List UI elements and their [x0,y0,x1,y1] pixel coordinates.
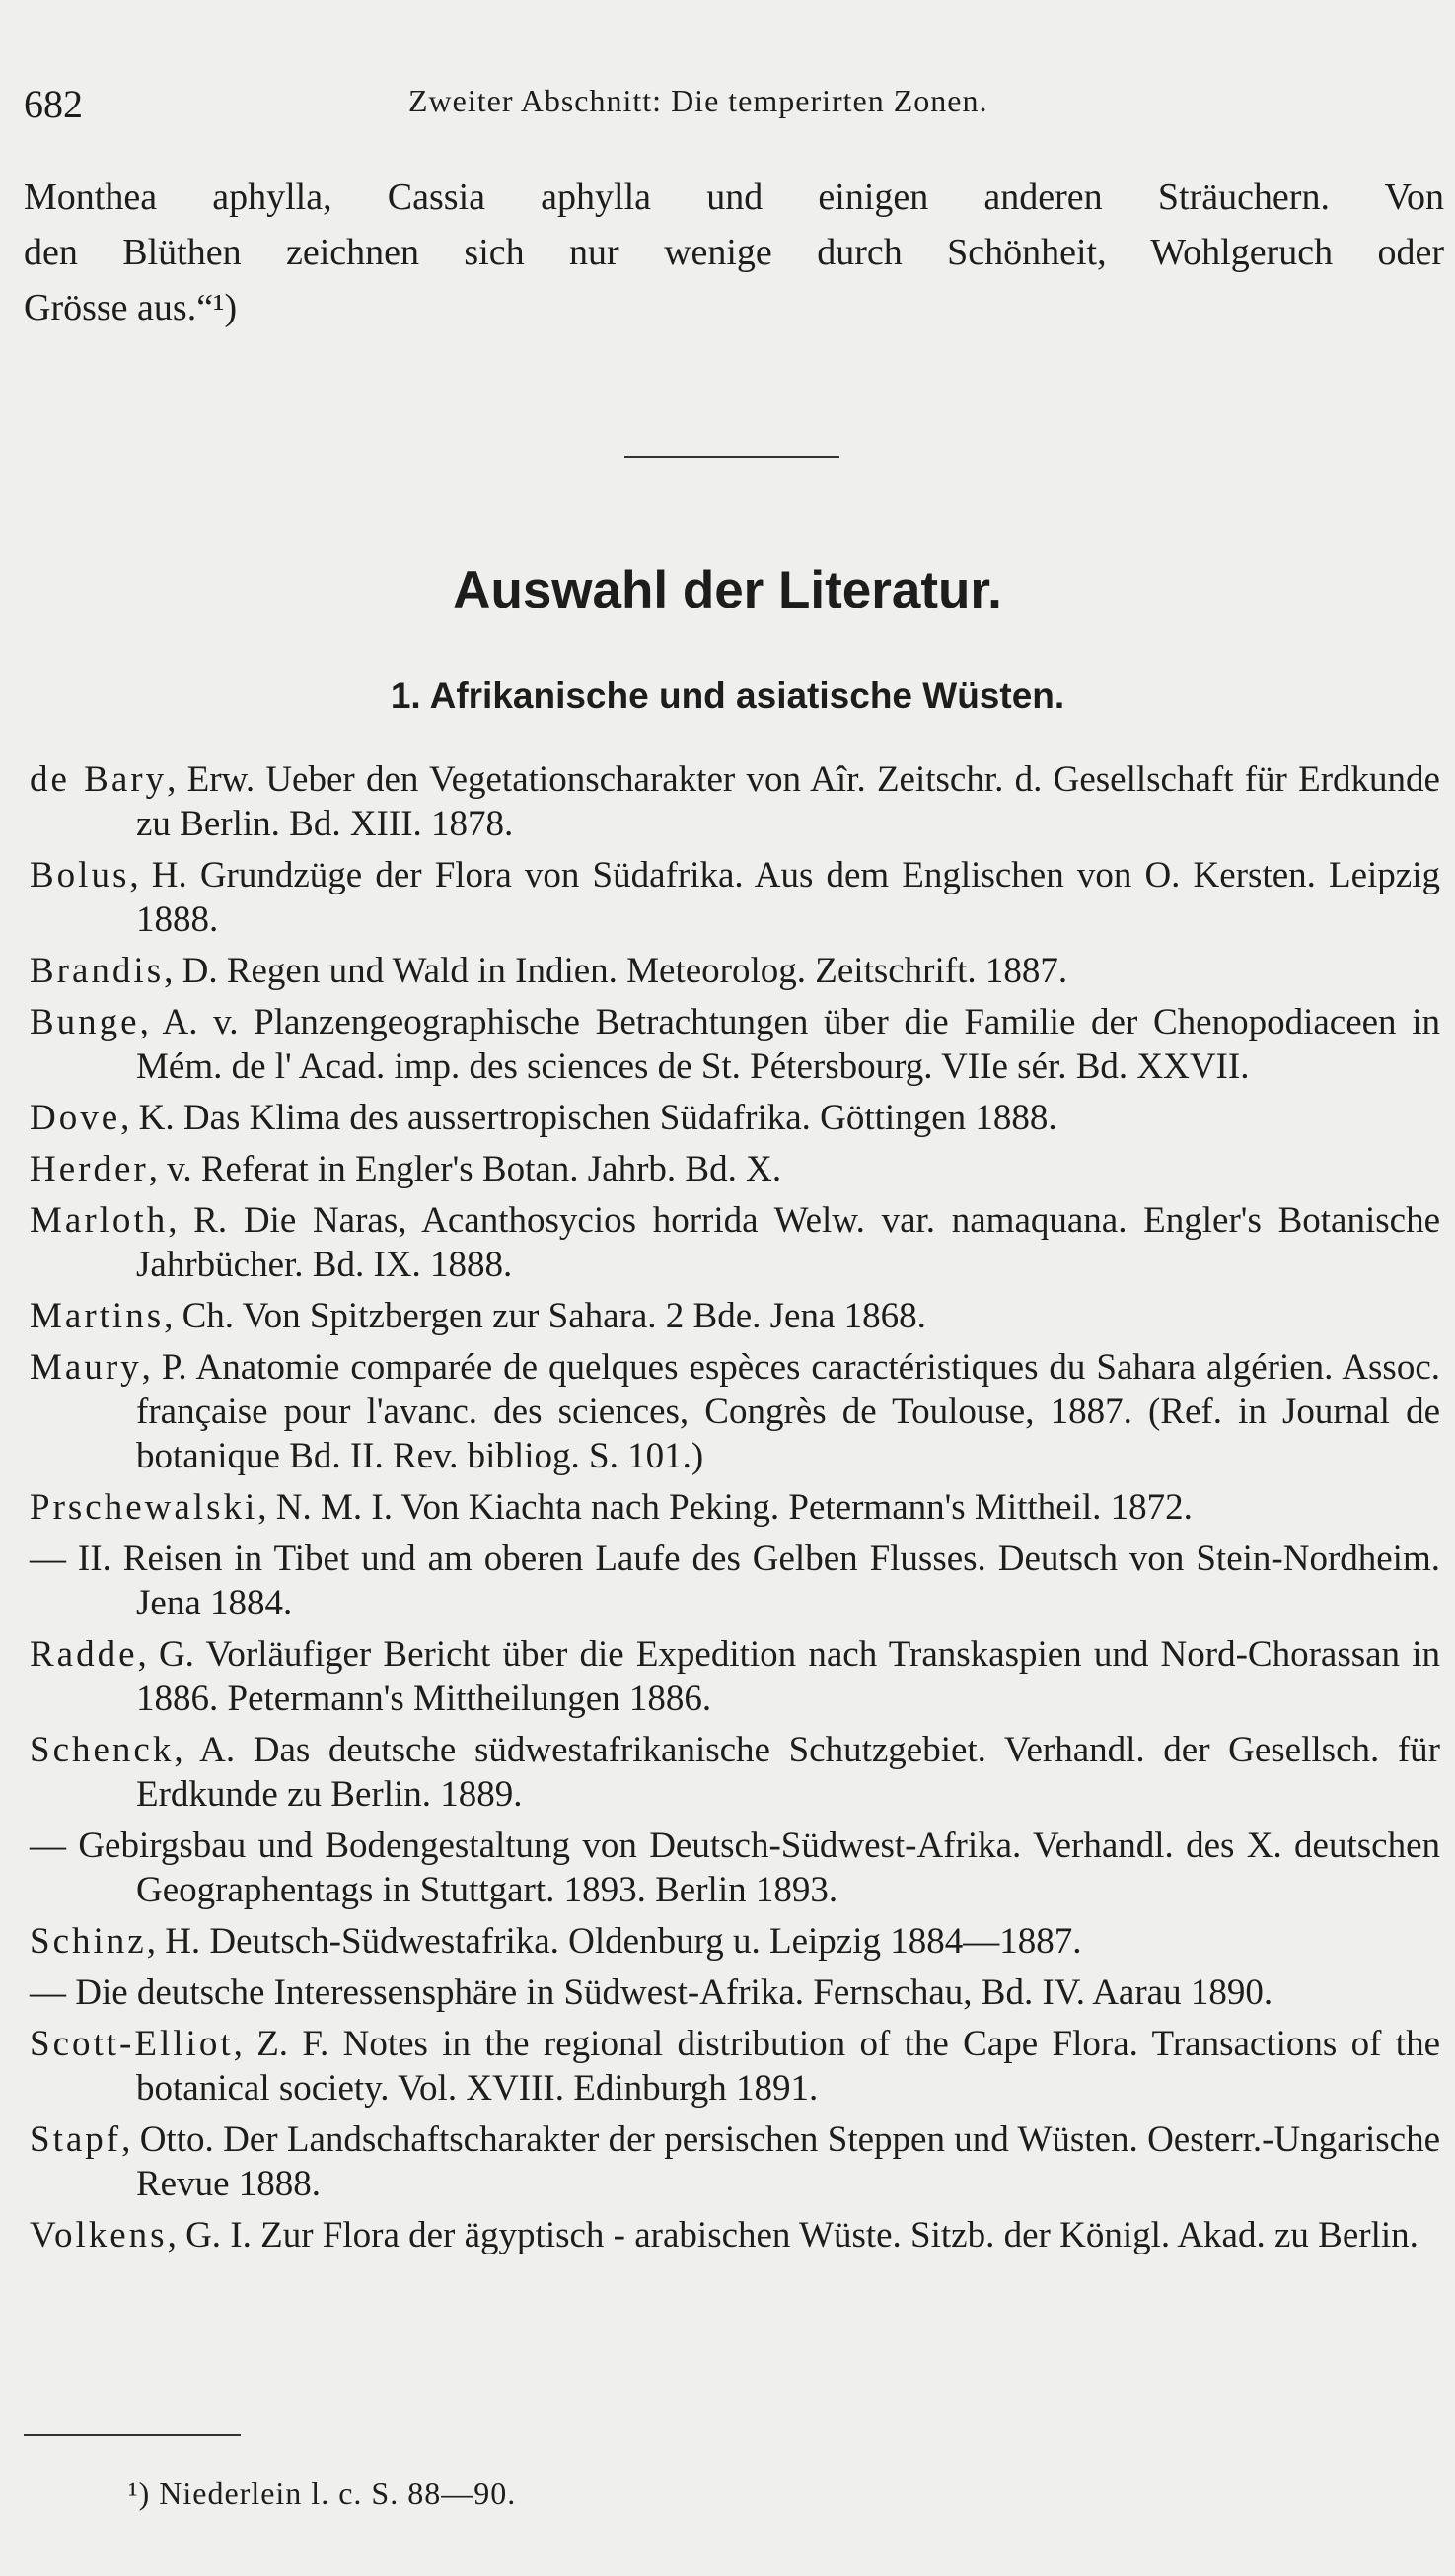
reference-list [30,757,1440,2264]
running-title: Zweiter Abschnitt: Die temperirten Zonen. [408,83,988,118]
subsection-title: 1. Afrikanische und asiatische Wüsten. [390,676,1065,716]
reference-entry [30,2213,1440,2257]
reference-author: Scott-Elliot [30,2024,234,2064]
reference-text: , A. v. Planzengeographische Betrachtungen über die Familie der Chenopodiaceen in Mém. de l' Acad. imp. des sciences de St. Pétersbourg. VIIe sér. Bd. XXVII. [136,1002,1440,1087]
reference-entry [30,1147,1440,1191]
reference-author: Brandis [30,951,165,991]
reference-entry [30,949,1440,993]
intro-paragraph [24,170,1444,335]
running-head [24,81,1444,130]
footnote: ¹) Niederlein l. c. S. 88—90. [128,2475,517,2511]
reference-author: Bunge [30,1002,140,1042]
reference-entry [30,1728,1440,1817]
reference-author: Bolus [30,855,130,895]
reference-text: , H. Deutsch-Südwestafrika. Oldenburg u. Leipzig 1884—1887. [146,1921,1082,1962]
reference-entry [30,1294,1440,1338]
reference-author: Martins [30,1296,165,1336]
reference-author: Radde [30,1634,138,1675]
reference-author: Herder [30,1149,149,1189]
reference-entry [30,2117,1440,2206]
reference-text: , G. Vorläufiger Bericht über die Expedition nach Transkaspien und Nord-Chorassan in 1886. Petermann's Mittheilungen 1886. [136,1634,1440,1719]
section-separator [624,456,839,458]
reference-text: , A. Das deutsche südwestafrikanische Schutzgebiet. Verhandl. der Gesellsch. für Erdkunde zu Berlin. 1889. [136,1730,1440,1815]
reference-author: Schinz [30,1921,147,1962]
reference-author: Volkens [30,2215,168,2255]
reference-text: , K. Das Klima des aussertropischen Südafrika. Göttingen 1888. [120,1098,1057,1138]
reference-entry [30,853,1440,942]
intro-line: den Blüthen zeichnen sich nur wenige durch Schönheit, Wohlgeruch oder [24,232,1444,273]
reference-entry [30,1970,1440,2015]
intro-line: Grösse aus.“¹) [24,287,238,328]
reference-text: — Die deutsche Interessensphäre in Südwest-Afrika. Fernschau, Bd. IV. Aarau 1890. [30,1972,1273,2013]
reference-entry [30,1096,1440,1140]
reference-author: Marloth [30,1200,169,1241]
reference-entry [30,1198,1440,1287]
reference-text: , v. Referat in Engler's Botan. Jahrb. Bd. X. [148,1149,782,1189]
reference-text: , D. Regen und Wald in Indien. Meteorolog. Zeitschrift. 1887. [164,951,1068,991]
reference-entry [30,1537,1440,1625]
reference-text: , Erw. Ueber den Vegetationscharakter von Aîr. Zeitschr. d. Gesellschaft für Erdkunde zu Berlin. Bd. XIII. 1878. [136,759,1440,844]
reference-author: Stapf [30,2119,122,2160]
reference-author: de Bary [30,759,168,800]
page-number: 682 [24,82,83,126]
reference-entry [30,1485,1440,1530]
reference-text: , Ch. Von Spitzbergen zur Sahara. 2 Bde. Jena 1868. [164,1296,926,1336]
reference-text: , N. M. I. Von Kiachta nach Peking. Petermann's Mittheil. 1872. [257,1487,1193,1528]
reference-author: Maury [30,1347,142,1388]
reference-entry [30,1345,1440,1478]
reference-text: , P. Anatomie comparée de quelques espèces caractéristiques du Sahara algérien. Assoc. française pour l'avanc. des sciences, Congrès de Toulouse, 1887. (Ref. in Journal de botanique Bd. II. Rev. bibliog. S. 101.) [136,1347,1440,1476]
reference-author: Dove [30,1098,121,1138]
reference-text: , H. Grundzüge der Flora von Südafrika. Aus dem Englischen von O. Kersten. Leipzig 1888. [129,855,1440,940]
reference-entry [30,757,1440,846]
reference-text: — II. Reisen in Tibet und am oberen Laufe des Gelben Flusses. Deutsch von Stein-Nordheim. Jena 1884. [30,1538,1440,1623]
reference-entry [30,1919,1440,1964]
reference-author: Prschewalski [30,1487,258,1528]
reference-entry [30,1000,1440,1089]
reference-author: Schenck [30,1730,175,1770]
reference-text: , Z. F. Notes in the regional distribution of the Cape Flora. Transactions of the botanical society. Vol. XVIII. Edinburgh 1891. [136,2024,1440,2109]
reference-entry [30,2022,1440,2111]
footnote-separator [24,2434,241,2436]
reference-text: — Gebirgsbau und Bodengestaltung von Deutsch-Südwest-Afrika. Verhandl. des X. deutschen Geographentags in Stuttgart. 1893. Berlin 1893. [30,1825,1440,1910]
reference-text: , G. I. Zur Flora der ägyptisch - arabischen Wüste. Sitzb. der Königl. Akad. zu Berlin. [167,2215,1419,2255]
reference-entry [30,1824,1440,1912]
intro-line: Monthea aphylla, Cassia aphylla und einigen anderen Sträuchern. Von [24,177,1444,218]
section-title: Auswahl der Literatur. [453,561,1002,619]
reference-text: , R. Die Naras, Acanthosycios horrida Welw. var. namaquana. Engler's Botanische Jahrbücher. Bd. IX. 1888. [136,1200,1440,1285]
reference-text: , Otto. Der Landschaftscharakter der persischen Steppen und Wüsten. Oesterr.-Ungarische Revue 1888. [121,2119,1440,2204]
reference-entry [30,1632,1440,1721]
